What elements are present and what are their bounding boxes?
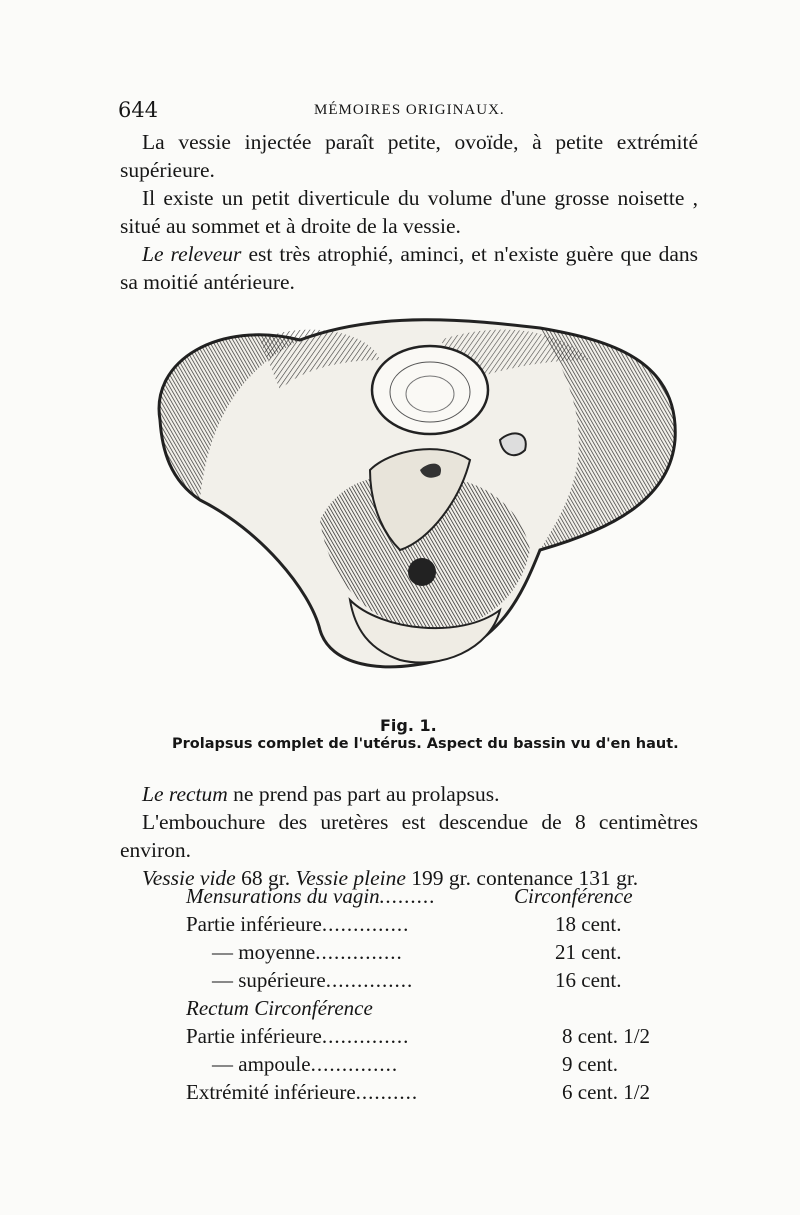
row-leader: .............. [310,1052,399,1076]
paragraph-4 [120,780,698,808]
row-value: 16 cent. [555,968,622,992]
figure-caption: Prolapsus complet de l'utérus. Aspect du bassin vu d'en haut. [172,736,679,752]
paragraph-5: L'embouchure des uretères est descendue de 8 centimètres environ. [120,810,698,862]
table-row [212,940,403,965]
row-label: Partie inférieure [186,1024,322,1048]
paragraph-2: Il existe un petit diverticule du volume d'une grosse noisette , situé au sommet et à droite de la vessie. [120,186,698,238]
paragraph-3-rest: est très atrophié, aminci, et n'existe guère que dans sa moitié antérieure. [120,242,698,294]
row-leader: .............. [321,912,410,936]
body-text [120,128,698,296]
circonference-heading: Circonférence [514,884,633,908]
row-leader: .............. [321,1024,410,1048]
row-value: 6 cent. 1/2 [562,1080,651,1104]
table-row [212,1052,398,1077]
paragraph-4-italic: Le rectum [142,782,228,806]
header-title: MÉMOIRES ORIGINAUX. [314,102,505,118]
row-value: 9 cent. [562,1052,618,1076]
row-leader: .............. [325,968,414,992]
row-label: — moyenne [212,940,316,964]
paragraph-4-rest: ne prend pas part au prolapsus. [227,782,500,806]
row-label: Partie inférieure [186,912,322,936]
rectum-heading: Rectum Circonférence [186,996,373,1020]
table-row [186,912,409,937]
table-row [186,1024,409,1049]
running-head [118,98,698,124]
row-leader: .......... [355,1080,419,1104]
paragraph-3 [120,240,698,296]
mensurations-heading-text: Mensurations du vagin [186,884,380,908]
table-row [186,1080,418,1105]
vessie-vide-label: Vessie vide [142,866,236,890]
lower-text [120,780,698,892]
figure-label: Fig. 1. [380,716,437,735]
table-row [212,968,413,993]
page-number: 644 [118,98,159,122]
row-leader: .............. [315,940,403,964]
vessie-pleine-label: Vessie pleine [295,866,406,890]
mensurations-heading-leader: ......... [379,884,436,908]
vessie-pleine-value: 199 gr. contenance 131 gr. [405,866,639,890]
figure-engraving [140,300,700,700]
pelvis-illustration [140,300,700,700]
row-value: 21 cent. [555,940,622,964]
row-label: — ampoule [212,1052,311,1076]
row-value: 18 cent. [555,912,622,936]
row-label: Extrémité inférieure [186,1080,356,1104]
row-label: — supérieure [212,968,326,992]
row-value: 8 cent. 1/2 [562,1024,651,1048]
mensurations-heading [186,884,436,909]
paragraph-1: La vessie injectée paraît petite, ovoïde, à petite extrémité supérieure. [120,130,698,182]
vessie-vide-value: 68 gr. [235,866,296,890]
paragraph-3-italic: Le releveur [142,242,242,266]
